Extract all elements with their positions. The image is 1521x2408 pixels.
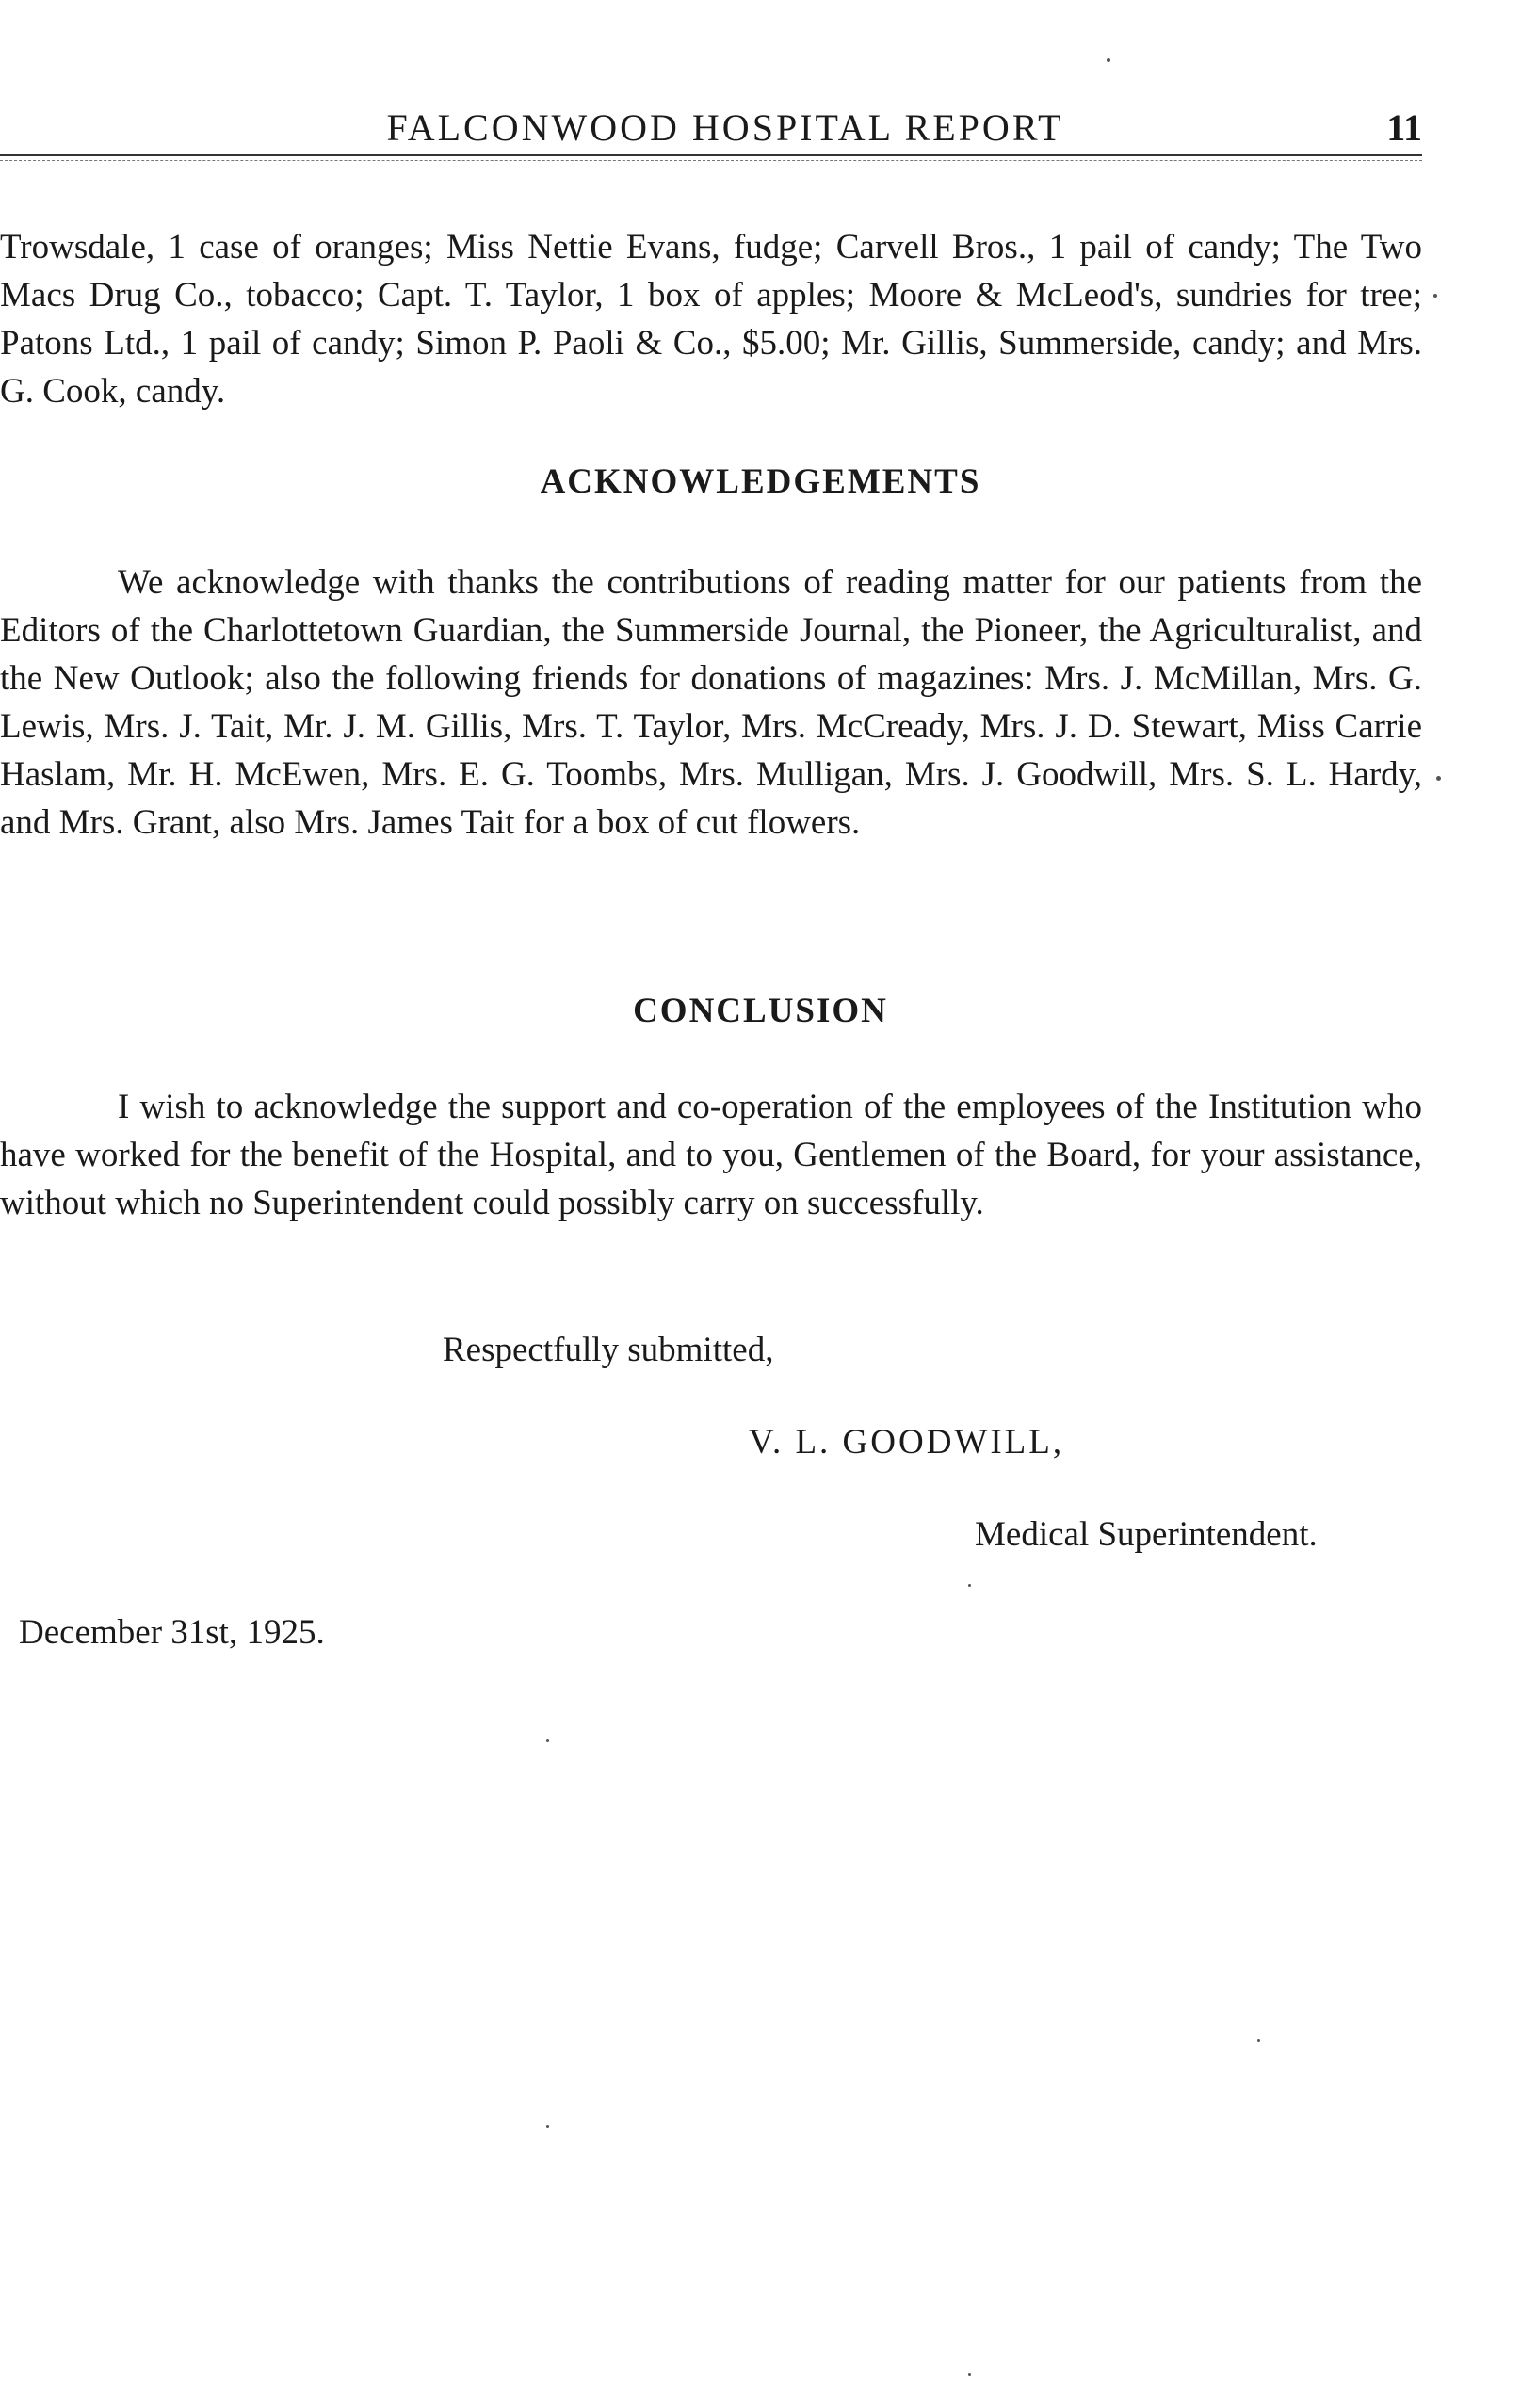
page-number: 11 (1386, 106, 1422, 149)
conclusion-heading: CONCLUSION (633, 992, 888, 1030)
page-header (0, 105, 1422, 162)
running-title: FALCONWOOD HOSPITAL REPORT (386, 106, 1064, 149)
signature: V. L. GOODWILL, (749, 1423, 1065, 1462)
scan-speck (1436, 776, 1441, 781)
acknowledgements-heading: ACKNOWLEDGEMENTS (540, 462, 981, 501)
signature-title: Medical Superintendent. (975, 1515, 1318, 1554)
scan-speck (968, 2373, 971, 2376)
scan-speck (968, 1584, 971, 1587)
donations-paragraph: Trowsdale, 1 case of oranges; Miss Nettie Evans, fudge; Carvell Bros., 1 pail of candy; The Two Macs Drug Co., tobacco; Capt. T. Taylor, 1 box of apples; Moore & McLeod's, sundries for tree; Patons Ltd., 1 pail of candy; Simon P. Paoli & Co., $5.00; Mr. Gillis, Summerside, candy; and Mrs. G. Cook, candy. (0, 228, 1422, 411)
scan-speck (546, 1739, 549, 1742)
header-rule-dashed (0, 160, 1422, 161)
scan-speck (1107, 58, 1110, 62)
valediction: Respectfully submitted, (443, 1331, 774, 1369)
conclusion-body: I wish to acknowledge the support and co-operation of the employees of the Institution who have worked for the benefit of the Hospital, and to you, Gentlemen of the Board, for your assistance, without which no Superintendent could possibly carry on successfully. (0, 1088, 1422, 1222)
report-date: December 31st, 1925. (19, 1613, 325, 1652)
acknowledgements-body: We acknowledge with thanks the contributions of reading matter for our patients from the Editors of the Charlottetown Guardian, the Summerside Journal, the Pioneer, the Agriculturalist, and the New Outlook; also the following friends for donations of magazines: Mrs. J. McMillan, Mrs. G. Lewis, Mrs. J. Tait, Mr. J. M. Gillis, Mrs. T. Taylor, Mrs. McCready, Mrs. J. D. Stewart, Miss Carrie Haslam, Mr. H. McEwen, Mrs. E. G. Toombs, Mrs. Mulligan, Mrs. J. Goodwill, Mrs. S. L. Hardy, and Mrs. Grant, also Mrs. James Tait for a box of cut flowers. (0, 563, 1422, 842)
scan-speck (1257, 2039, 1260, 2042)
scan-speck (1433, 294, 1437, 298)
header-rule (0, 154, 1422, 156)
scan-speck (546, 2125, 549, 2128)
